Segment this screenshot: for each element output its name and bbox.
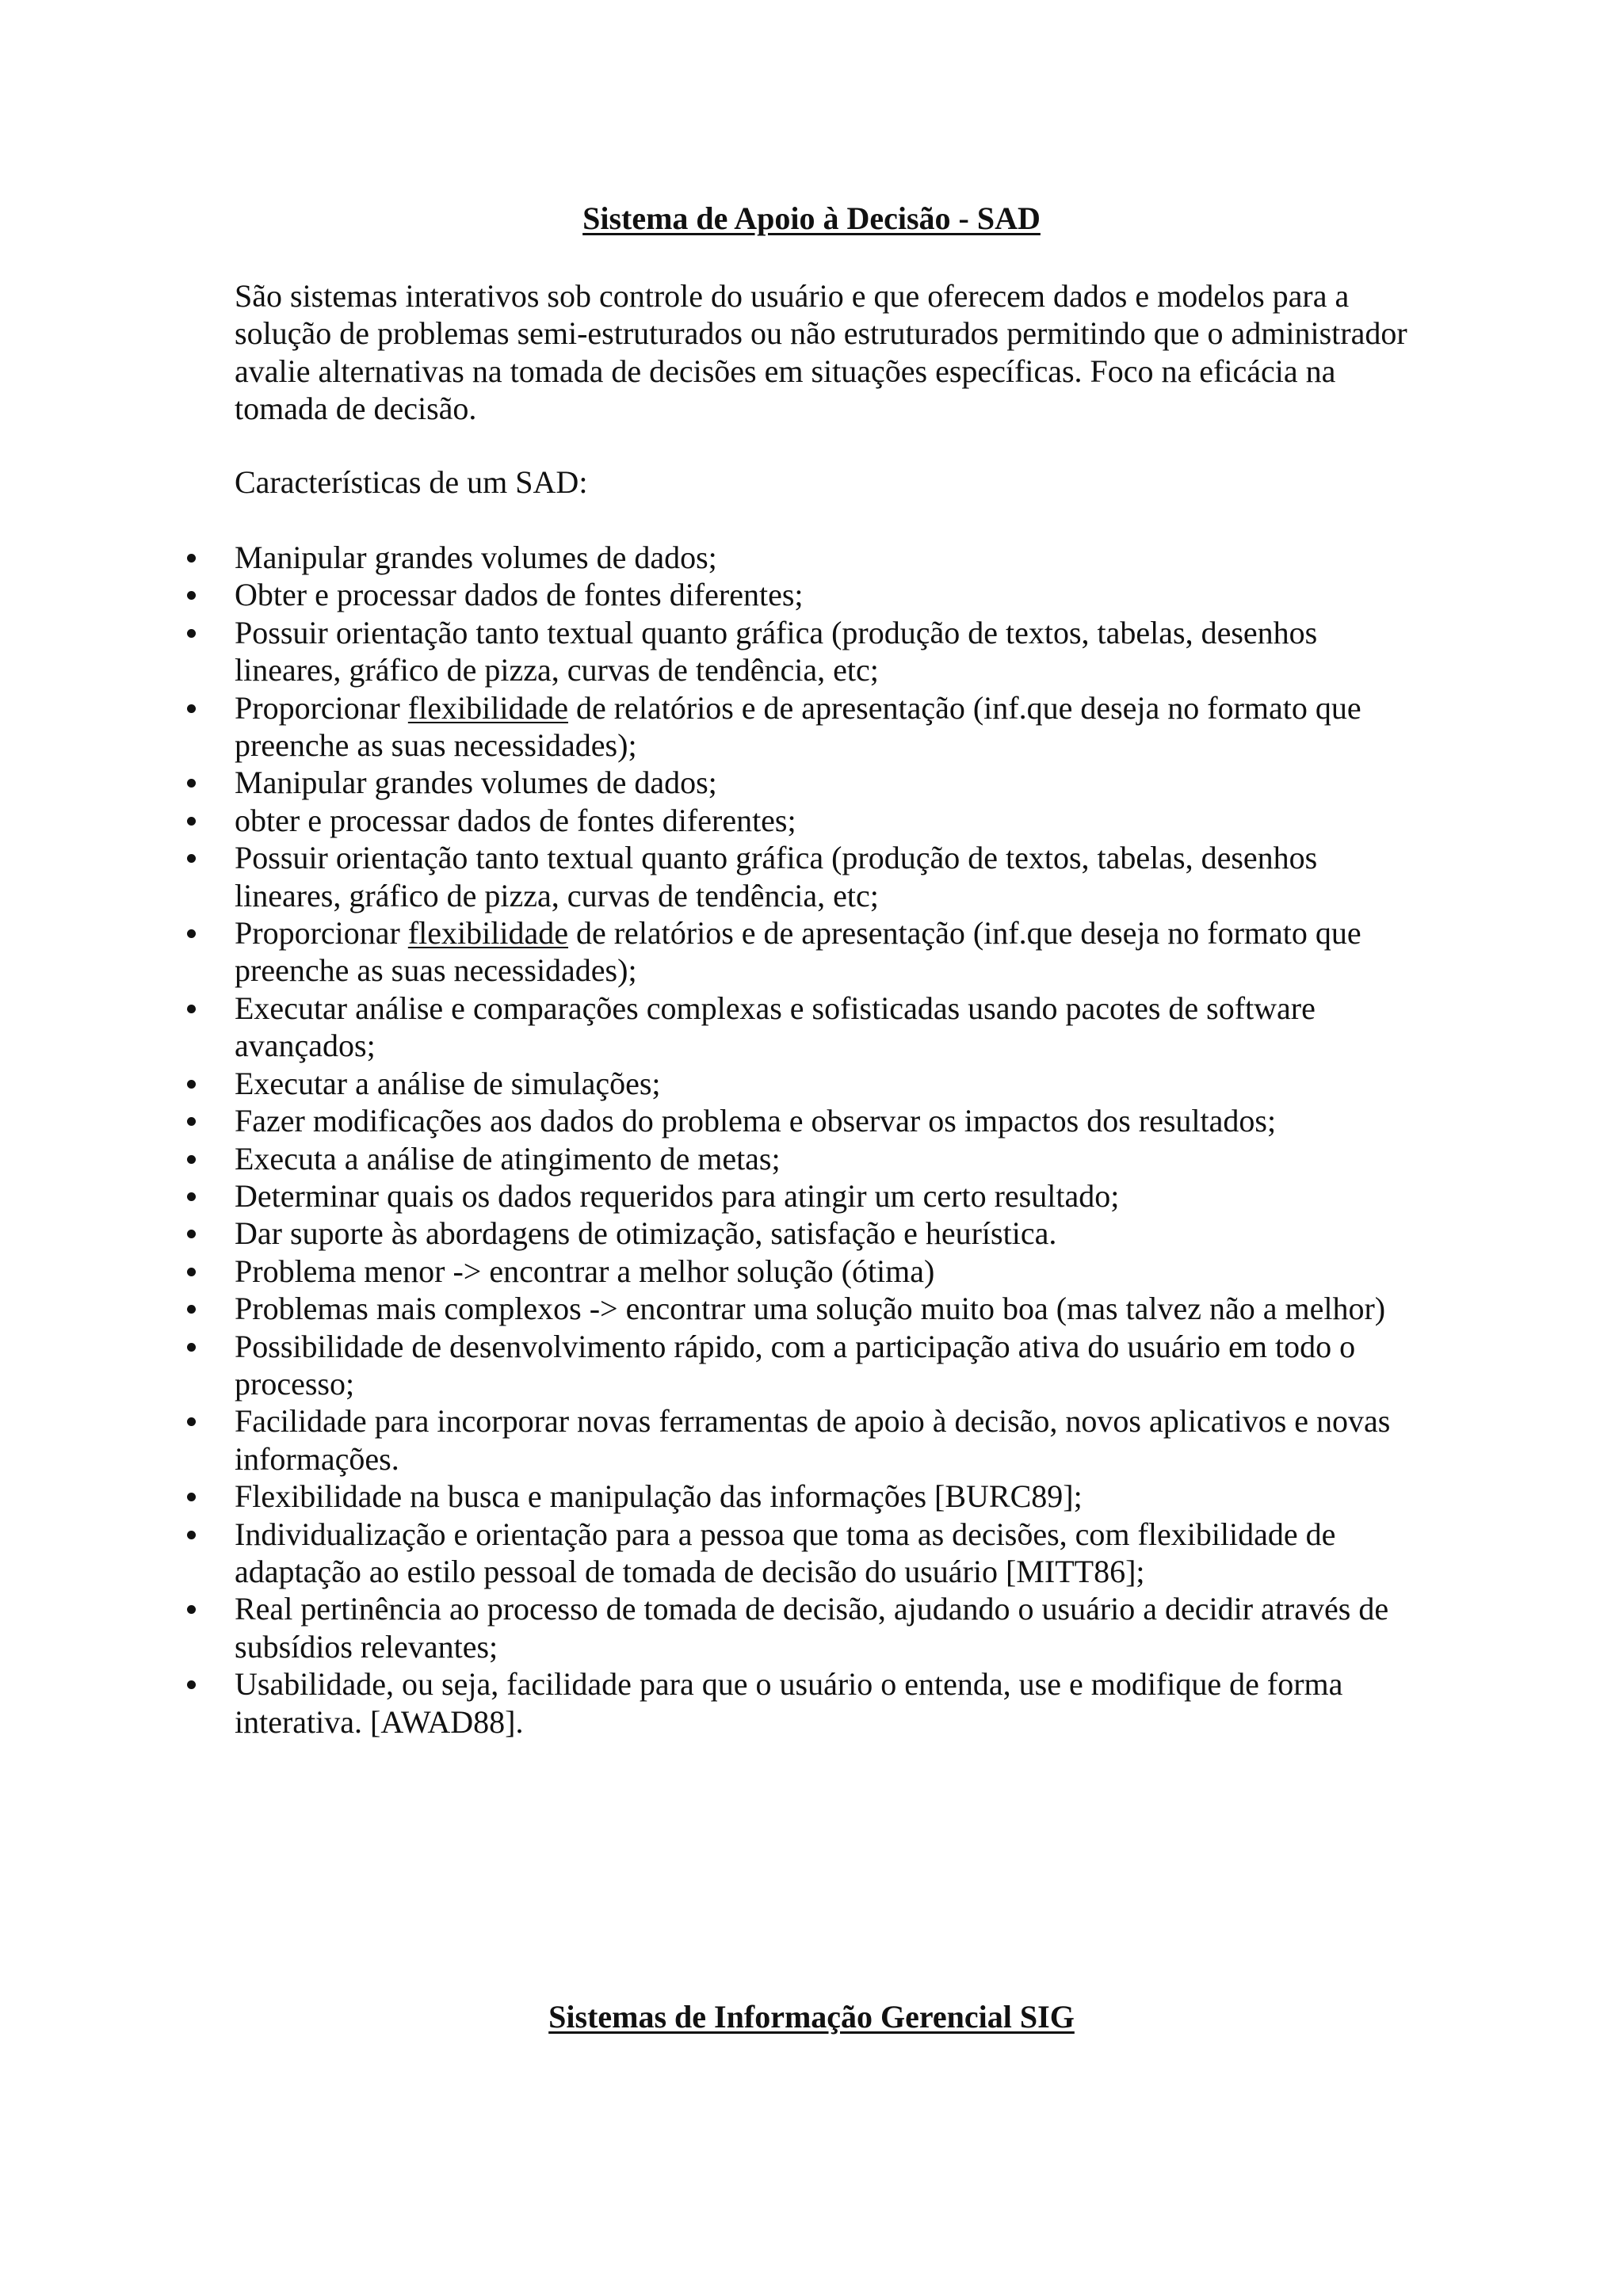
- page-title: Sistema de Apoio à Decisão - SAD: [582, 200, 1041, 236]
- list-item: [0, 689, 1431, 765]
- list-item: [0, 914, 1431, 990]
- bullet-icon: [187, 929, 196, 938]
- bullet-icon: [187, 1268, 196, 1276]
- list-item-text-after: de relatórios e de apresentação (inf.que deseja no formato que preenche as suas necessidades);: [235, 915, 1361, 989]
- list-item: [0, 802, 1431, 839]
- list-item-text: Real pertinência ao processo de tomada de decisão, ajudando o usuário a decidir através de subsídios relevantes;: [235, 1591, 1389, 1665]
- list-item: [0, 1665, 1431, 1741]
- bullet-icon: [187, 1417, 196, 1426]
- list-item: [0, 1140, 1431, 1177]
- list-item-text: Problemas mais complexos -> encontrar uma solução muito boa (mas talvez não a melhor): [235, 1291, 1386, 1327]
- list-item: [0, 1102, 1431, 1139]
- intro-paragraph: São sistemas interativos sob controle do usuário e que oferecem dados e modelos para a solução de problemas semi-estruturados ou não estruturados permitindo que o administrador avalie alternativas na tomada de decisões em situações específicas. Foco na eficácia na tomada de decisão.: [235, 278, 1407, 427]
- bullet-icon: [187, 854, 196, 863]
- bullet-icon: [187, 704, 196, 713]
- underlined-term: flexibilidade: [407, 689, 568, 726]
- list-item-text: obter e processar dados de fontes diferentes;: [235, 802, 796, 838]
- characteristics-list: [0, 539, 1623, 1741]
- list-item: [0, 539, 1431, 576]
- list-item-text: Manipular grandes volumes de dados;: [235, 765, 717, 801]
- list-item-text: Dar suporte às abordagens de otimização, satisfação e heurística.: [235, 1215, 1057, 1252]
- list-item-text: Manipular grandes volumes de dados;: [235, 540, 717, 575]
- bullet-icon: [187, 1192, 196, 1201]
- list-item-text: Problema menor -> encontrar a melhor solução (ótima): [235, 1253, 935, 1289]
- bullet-icon: [187, 1080, 196, 1089]
- list-item-text-before: Proporcionar: [235, 689, 408, 726]
- list-item: [0, 1590, 1431, 1665]
- bullet-icon: [187, 1680, 196, 1689]
- bullet-icon: [187, 1493, 196, 1501]
- list-item-text: Possuir orientação tanto textual quanto gráfica (produção de textos, tabelas, desenhos lineares, gráfico de pizza, curvas de tendência, etc;: [235, 840, 1318, 913]
- bullet-icon: [187, 1531, 196, 1539]
- bullet-icon: [187, 1117, 196, 1126]
- list-item-text: Fazer modificações aos dados do problema e observar os impactos dos resultados;: [235, 1103, 1277, 1139]
- list-item-text: Possuir orientação tanto textual quanto gráfica (produção de textos, tabelas, desenhos lineares, gráfico de pizza, curvas de tendência, etc;: [235, 614, 1318, 688]
- section-title: Sistemas de Informação Gerencial SIG: [548, 1999, 1075, 2035]
- list-item-text-before: Proporcionar: [235, 915, 408, 952]
- list-item: [0, 990, 1431, 1065]
- list-item-text: Usabilidade, ou seja, facilidade para que o usuário o entenda, use e modifique de forma interativa. [AWAD88].: [235, 1666, 1343, 1740]
- list-item-text-after: de relatórios e de apresentação (inf.que deseja no formato que preenche as suas necessidades);: [235, 689, 1361, 764]
- list-item: [0, 1177, 1431, 1215]
- bullet-icon: [187, 1605, 196, 1614]
- list-item-text: Individualização e orientação para a pessoa que toma as decisões, com flexibilidade de adaptação ao estilo pessoal de tomada de decisão do usuário [MITT86];: [235, 1516, 1336, 1589]
- list-item: [0, 1215, 1431, 1252]
- bullet-icon: [187, 1343, 196, 1352]
- bullet-icon: [187, 591, 196, 600]
- list-item: [0, 1065, 1431, 1102]
- list-item: [0, 1328, 1431, 1403]
- list-item: [0, 1516, 1431, 1591]
- list-item-text: Possibilidade de desenvolvimento rápido, com a participação ativa do usuário em todo o processo;: [235, 1328, 1356, 1402]
- bullet-icon: [187, 817, 196, 826]
- bullet-icon: [187, 554, 196, 563]
- bullet-icon: [187, 1305, 196, 1314]
- list-item: [0, 1253, 1431, 1290]
- list-item: [0, 839, 1431, 914]
- bullet-icon: [187, 1230, 196, 1238]
- list-item-text: Flexibilidade na busca e manipulação das informações [BURC89];: [235, 1478, 1083, 1515]
- list-item-text: Determinar quais os dados requeridos para atingir um certo resultado;: [235, 1177, 1120, 1214]
- bullet-icon: [187, 629, 196, 638]
- underlined-term: flexibilidade: [407, 915, 568, 952]
- list-item: [0, 1402, 1431, 1478]
- list-item: [0, 1478, 1431, 1515]
- list-item-text: Executar análise e comparações complexas e sofisticadas usando pacotes de software avançados;: [235, 990, 1316, 1064]
- bullet-icon: [187, 779, 196, 788]
- bullet-icon: [187, 1005, 196, 1013]
- bullet-icon: [187, 1155, 196, 1164]
- list-item: [0, 576, 1431, 613]
- list-item: [0, 1290, 1431, 1327]
- list-item: [0, 614, 1431, 689]
- list-item-text: Executa a análise de atingimento de metas;: [235, 1140, 781, 1177]
- list-item-text: Obter e processar dados de fontes diferentes;: [235, 577, 804, 613]
- characteristics-heading: Características de um SAD:: [235, 464, 588, 500]
- list-item-text: Executar a análise de simulações;: [235, 1065, 661, 1101]
- list-item-text: Facilidade para incorporar novas ferramentas de apoio à decisão, novos aplicativos e novas informações.: [235, 1403, 1391, 1477]
- list-item: [0, 764, 1431, 801]
